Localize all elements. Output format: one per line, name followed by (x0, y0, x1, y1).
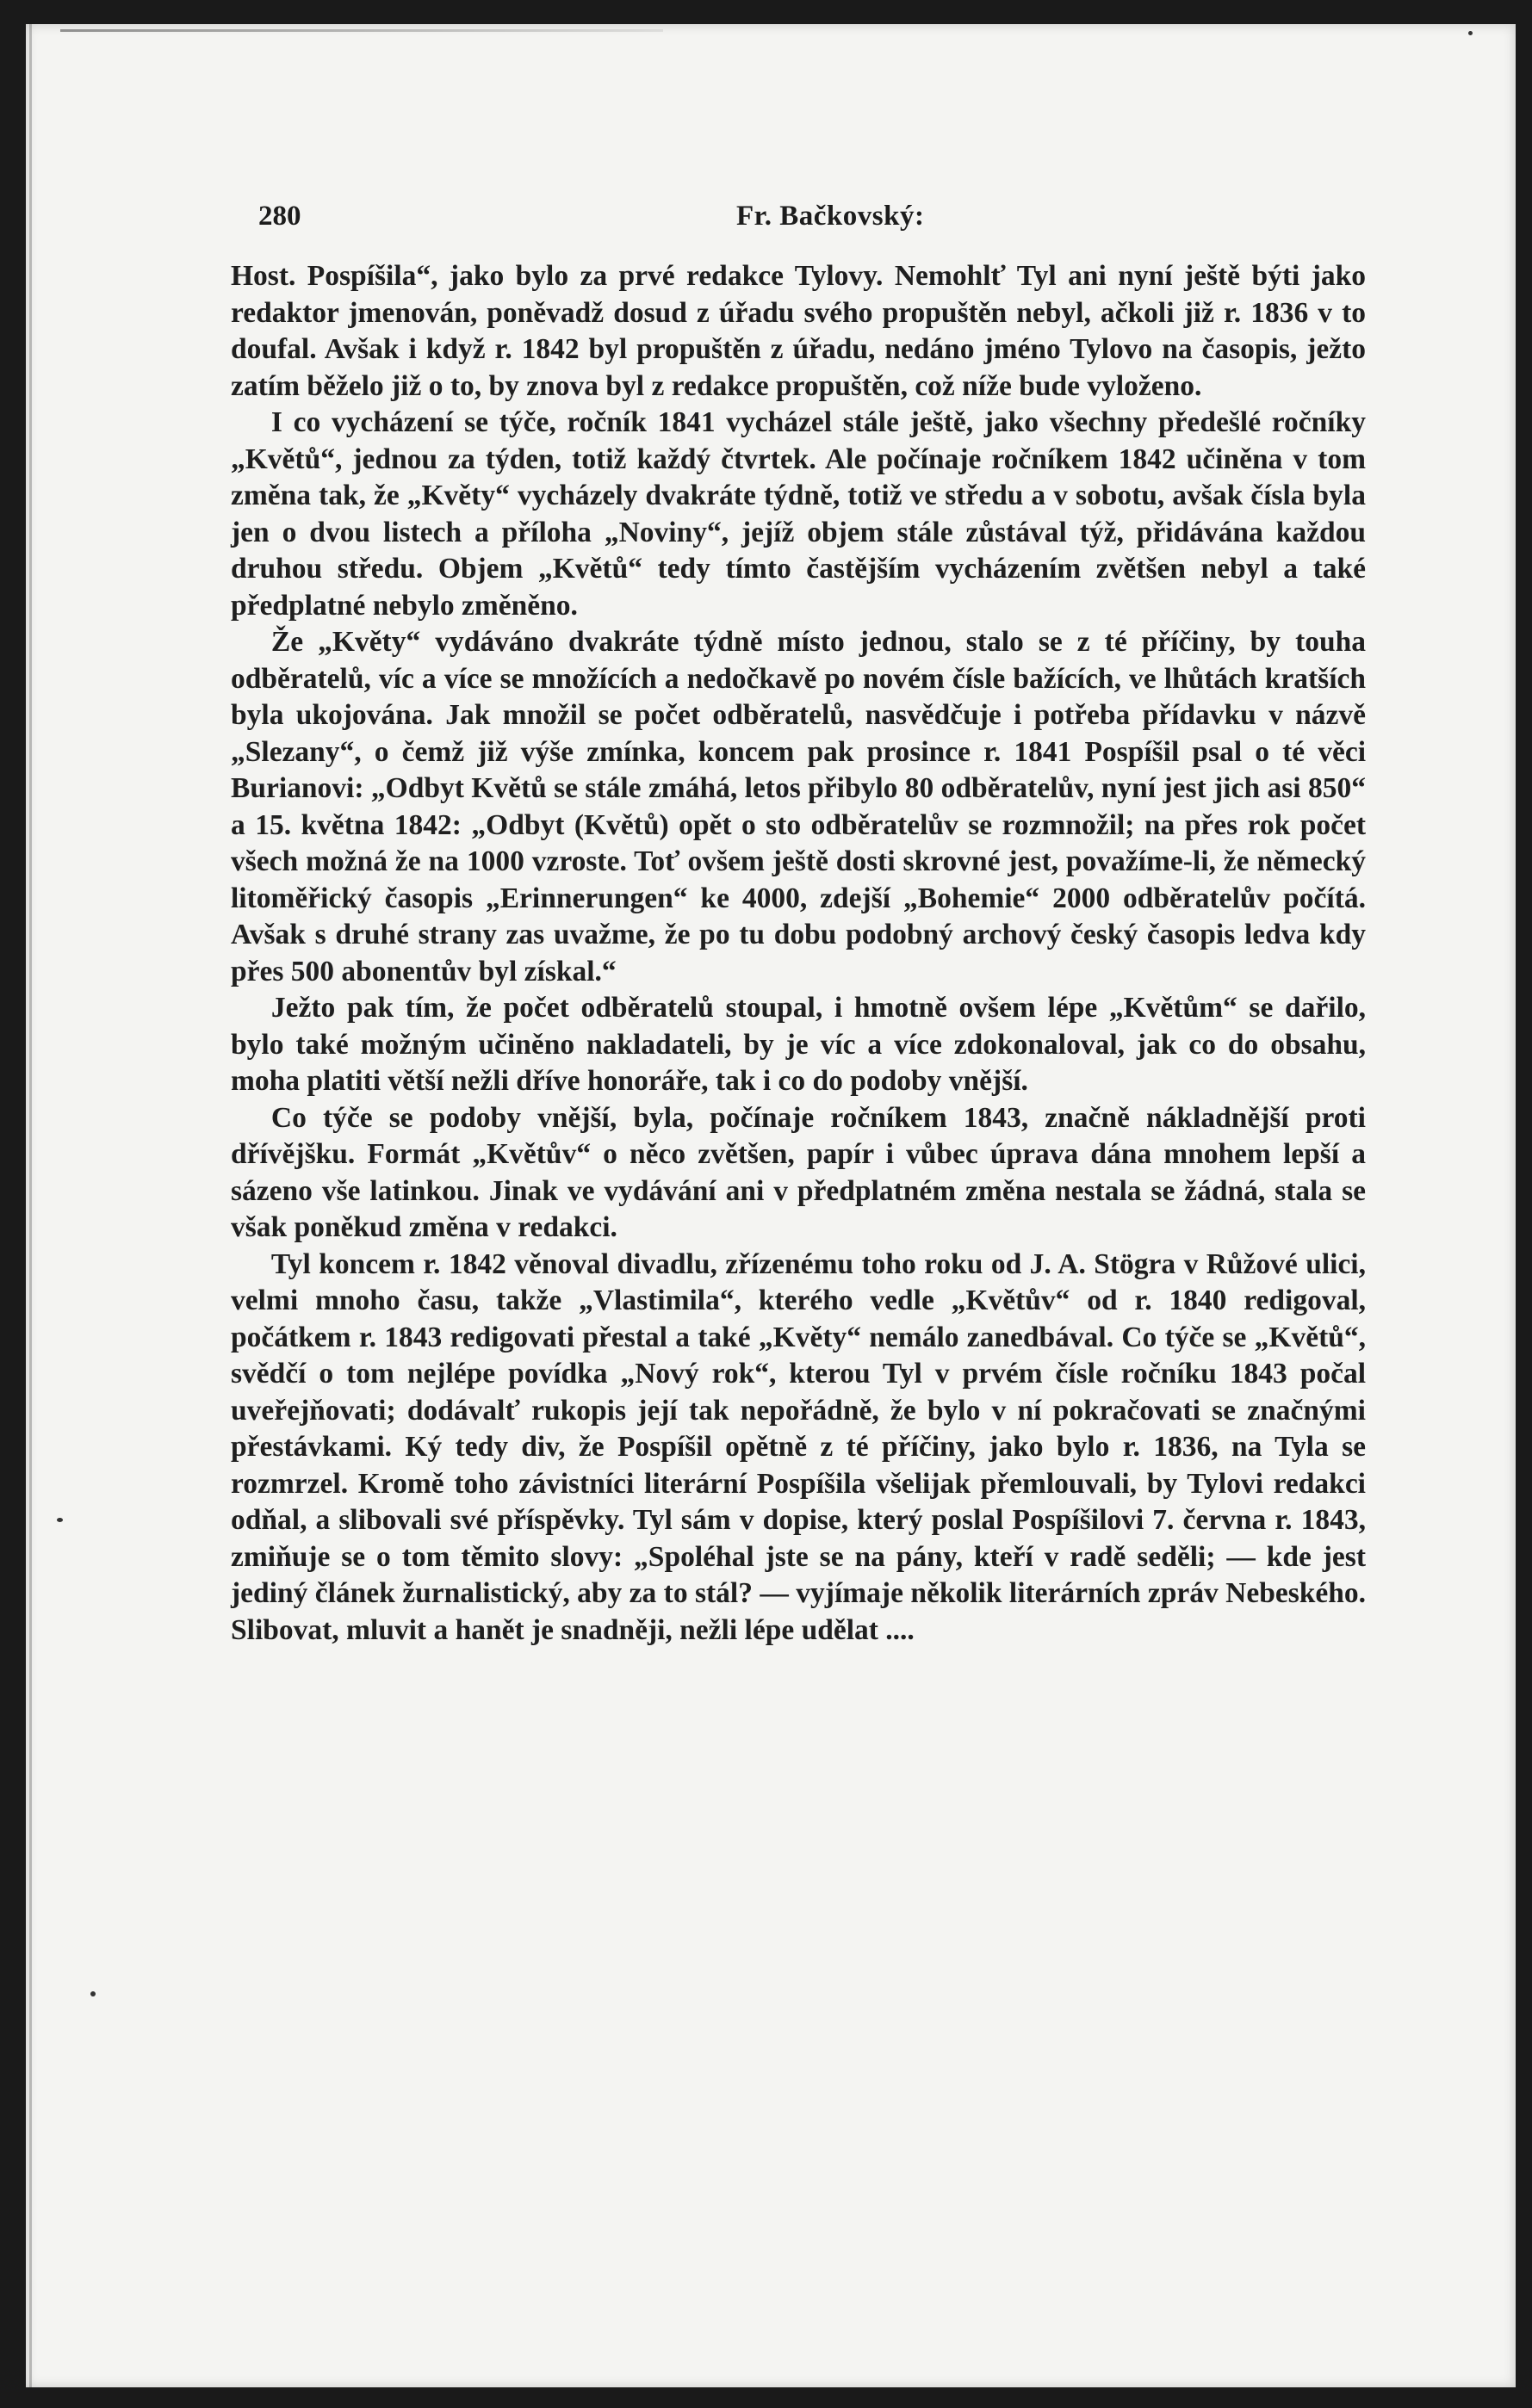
page-left-edge (29, 24, 32, 2387)
paragraph: I co vycházení se týče, ročník 1841 vycházel stále ještě, jako všechny předešlé ročníky „Květů“, jednou za týden, totiž každý čtvrtek. Ale počínaje ročníkem 1842 učiněna v tom změna tak, že „Květy“ vycházely dvakráte týdně, totiž ve středu a v sobotu, avšak čísla byla jen o dvou listech a příloha „Noviny“, jejíž objem stále zůstával týž, přidávána každou druhou středu. Objem „Květů“ tedy tímto častějším vycházením zvětšen nebyl a také předplatné nebylo změněno. (231, 406, 1366, 622)
paragraph: Co týče se podoby vnější, byla, počínaje ročníkem 1843, značně nákladnější proti dřívějšku. Formát „Květův“ o něco zvětšen, papír i vůbec úprava dána mnohem lepší a sázeno vše latinkou. Jinak ve vydávání ani v předplatném změna nestala se žádná, stala se však poněkud změna v redakci. (231, 1101, 1366, 1243)
page-number: 280 (258, 201, 301, 232)
page-header (258, 201, 1369, 244)
body-text (231, 258, 1366, 1649)
ink-speck (1468, 31, 1473, 35)
ink-speck (57, 1518, 63, 1522)
ink-speck (90, 1991, 96, 1996)
paragraph: Tyl koncem r. 1842 věnoval divadlu, zřízenému toho roku od J. A. Stögra v Růžové ulici, velmi mnoho času, takže „Vlastimila“, kterého vedle „Květův“ od r. 1840 redigoval, počátkem r. 1843 redigovati přestal a také „Květy“ nemálo zanedbával. Co týče se „Květů“, svědčí o tom nejlépe povídka „Nový rok“, kterou Tyl v prvém čísle ročníku 1843 počal uveřejňovati; dodávalť rukopis její tak nepořádně, že bylo v ní pokračovati se značnými přestávkami. Ký tedy div, že Pospíšil opětně z té příčiny, jako bylo r. 1836, na Tyla se rozmrzel. Kromě toho závistníci literární Pospíšila všelijak přemlouvali, by Tylovi redakci odňal, a slibovali své příspěvky. Tyl sám v dopise, který poslal Pospíšilovi 7. června r. 1843, zmiňuje se o tom těmito slovy: „Spoléhal jste se na pány, kteří v radě seděli; — kde jest jediný článek žurnalistický, aby za to stál? — vyjímaje několik literárních zpráv Nebeského. Slibovat, mluvit a hanět je snadněji, nežli lépe udělat .... (231, 1247, 1366, 1646)
paragraph: Že „Květy“ vydáváno dvakráte týdně místo jednou, stalo se z té příčiny, by touha odběratelů, víc a více se množících a nedočkavě po novém čísle bažících, ve lhůtách kratších byla ukojována. Jak množil se počet odběratelů, nasvědčuje i potřeba přídavku v názvě „Slezany“, o čemž již výše zmínka, koncem pak prosince r. 1841 Pospíšil psal o té věci Burianovi: „Odbyt Květů se stále zmáhá, letos přibylo 80 odběratelův, nyní jest jich asi 850“ a 15. května 1842: „Odbyt (Květů) opět o sto odběratelův se rozmnožil; na přes rok počet všech možná že na 1000 vzroste. Toť ovšem ještě dosti skrovné jest, považíme-li, že německý litoměřický časopis „Erinnerungen“ ke 4000, zdejší „Bohemie“ 2000 odběratelův počítá. Avšak s druhé strany zas uvažme, že po tu dobu podobný archový český časopis ledva kdy přes 500 abonentův byl získal.“ (231, 626, 1366, 987)
paragraph: Ježto pak tím, že počet odběratelů stoupal, i hmotně ovšem lépe „Květům“ se dařilo, bylo také možným učiněno nakladateli, by je víc a více zdokonaloval, jak co do obsahu, moha platiti větší nežli dříve honoráře, tak i co do podoby vnější. (231, 992, 1366, 1097)
running-head: Fr. Bačkovský: (736, 201, 925, 232)
scan-edge-shadow (60, 29, 663, 32)
paragraph: Host. Pospíšila“, jako bylo za prvé redakce Tylovy. Nemohlť Tyl ani nyní ještě býti jako redaktor jmenován, poněvadž dosud z úřadu svého propuštěn nebyl, ačkoli již r. 1836 v to doufal. Avšak i když r. 1842 byl propuštěn z úřadu, nedáno jméno Tylovo na časopis, ježto zatím běželo již o to, by znova byl z redakce propuštěn, což níže bude vyloženo. (231, 260, 1366, 402)
